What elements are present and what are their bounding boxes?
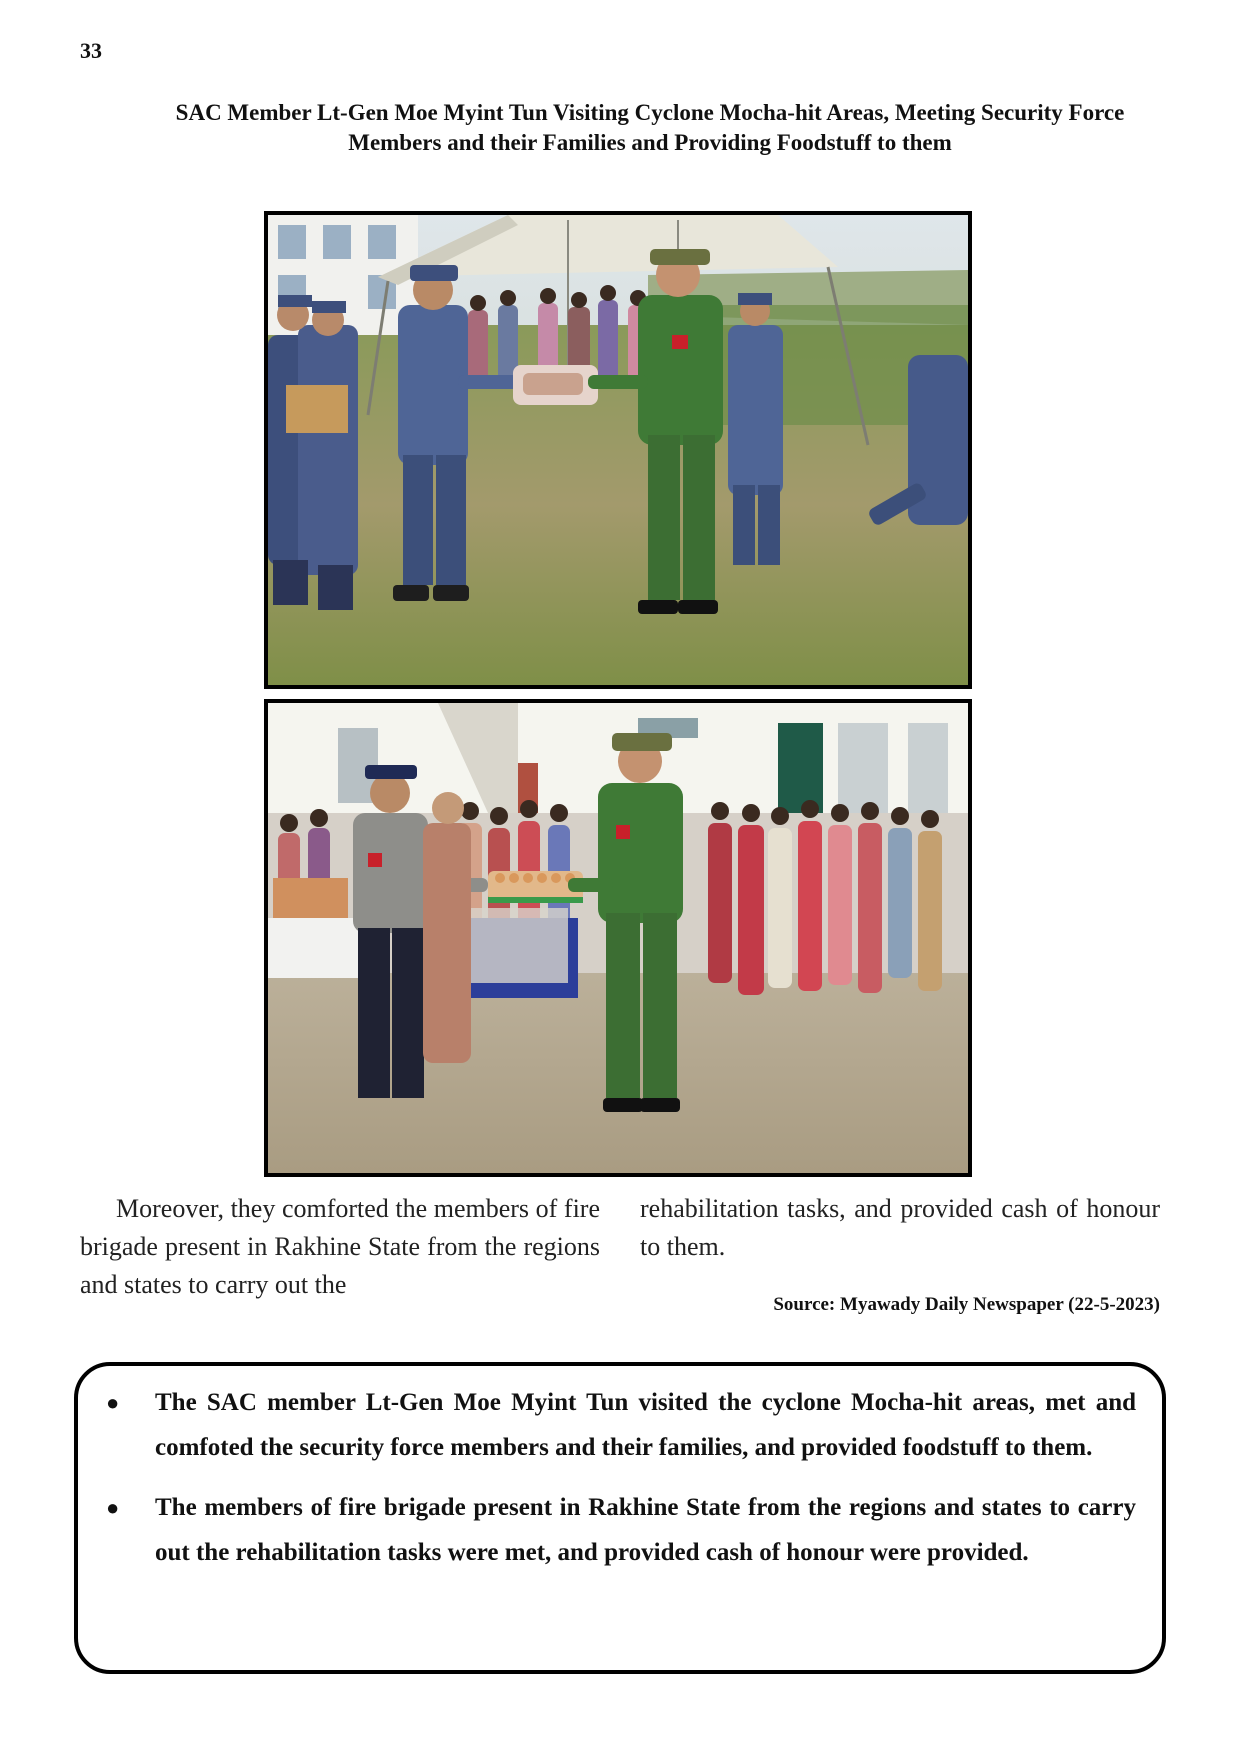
photo-tent-foodstuff-handover xyxy=(264,211,972,689)
summary-item xyxy=(98,1485,1136,1575)
summary-box xyxy=(74,1362,1166,1674)
bullet-icon: ● xyxy=(106,1390,120,1415)
summary-item-text: The members of fire brigade present in Rakhine State from the regions and states to carry out the rehabilitation tasks were met, and provided cash of honour were provided. xyxy=(155,1494,1136,1566)
summary-list xyxy=(98,1380,1136,1575)
article-column-left: Moreover, they comforted the members of fire brigade present in Rakhine State from the regions and states to carry out the xyxy=(80,1194,600,1299)
bullet-icon: ● xyxy=(106,1495,120,1520)
source-citation: Source: Myawady Daily Newspaper (22-5-2023) xyxy=(773,1294,1160,1315)
page-title: SAC Member Lt-Gen Moe Myint Tun Visiting Cyclone Mocha-hit Areas, Meeting Security Force Members and their Families and Providing Foodstuff to them xyxy=(175,100,1125,155)
photo-eggs-handover xyxy=(264,699,972,1177)
summary-item xyxy=(98,1380,1136,1470)
summary-item-text: The SAC member Lt-Gen Moe Myint Tun visited the cyclone Mocha-hit areas, met and comfoted the security force members and their families, and provided foodstuff to them. xyxy=(155,1389,1136,1461)
page-number: 33 xyxy=(80,38,102,63)
article-column-right: rehabilitation tasks, and provided cash of honour to them. xyxy=(640,1194,1160,1261)
